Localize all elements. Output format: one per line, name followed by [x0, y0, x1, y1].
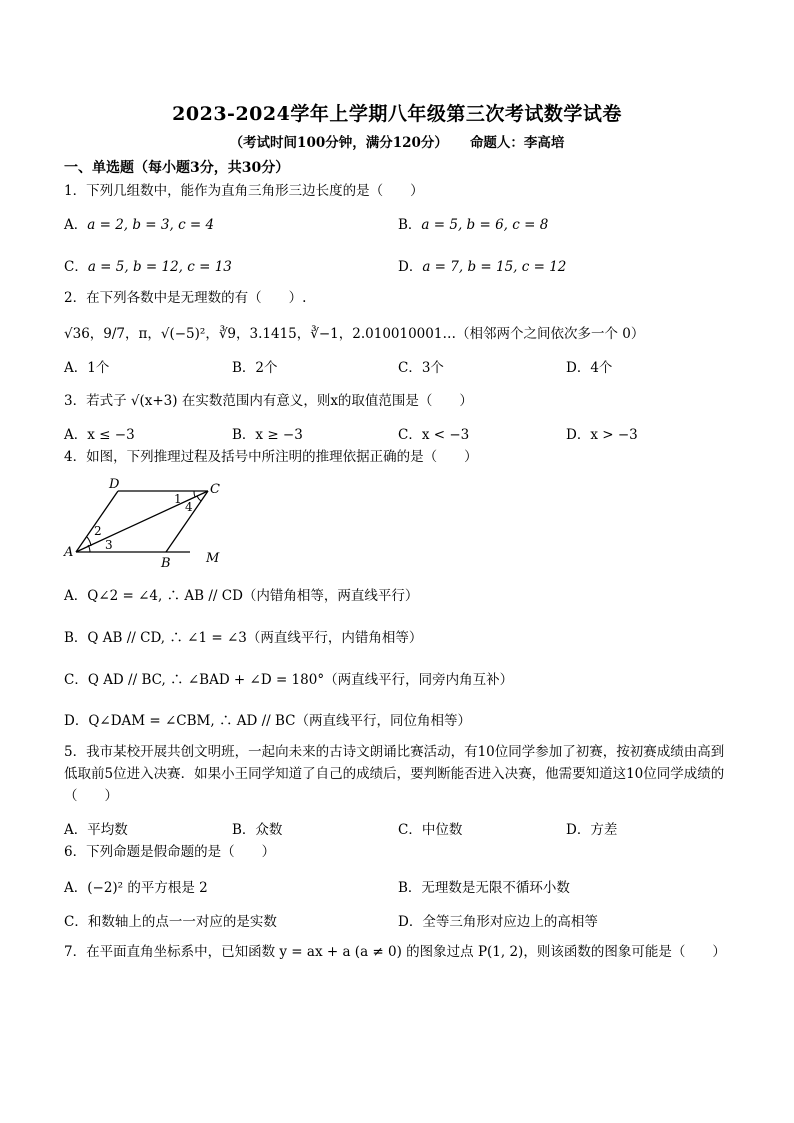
section-heading: 一、单选题（每小题3分，共30分）	[64, 160, 290, 176]
question-2-option-a: A．1个	[64, 360, 110, 376]
exam-subtitle	[0, 131, 794, 151]
question-1-option-a: A．a = 2, b = 3, c = 4	[64, 217, 215, 233]
question-5-option-c: C．中位数	[398, 822, 463, 838]
question-2-option-c: C．3个	[398, 360, 444, 376]
question-6-stem: 6．下列命题是假命题的是（ ）	[64, 844, 276, 860]
question-4-option-a: A．Q∠2 = ∠4, ∴ AB // CD（内错角相等，两直线平行）	[64, 588, 419, 604]
label-b: B	[161, 556, 171, 570]
question-4-option-c: C．Q AD // BC, ∴ ∠BAD + ∠D = 180°（两直线平行，同旁内角互补）	[64, 672, 514, 688]
question-5-stem: 5．我市某校开展共创文明班，一起向未来的古诗文朗诵比赛活动，有10位同学参加了初赛，按初赛成绩由高到低取前5位进入决赛．如果小王同学知道了自己的成绩后，要判断能否进入决赛，他需要知道这10位同学成绩的（ ）	[64, 744, 725, 804]
angle-arc-2	[87, 537, 91, 546]
question-6-option-a: A．(−2)² 的平方根是 2	[64, 880, 208, 896]
label-angle-1: 1	[174, 492, 182, 506]
question-2-numbers: √36，9/7，π，√(−5)²，∛9，3.1415，∛−1，2.010010001…（相邻两个之间依次多一个 0）	[64, 326, 645, 342]
question-3-stem: 3．若式子 √(x+3) 在实数范围内有意义，则x的取值范围是（ ）	[64, 393, 473, 409]
label-c: C	[210, 482, 220, 497]
question-6-option-b: B．无理数是无限不循环小数	[398, 880, 570, 896]
question-4-option-d: D．Q∠DAM = ∠CBM, ∴ AD // BC（两直线平行，同位角相等）	[64, 713, 472, 729]
question-4-stem: 4．如图，下列推理过程及括号中所注明的推理依据正确的是（ ）	[64, 449, 478, 465]
question-5-option-b: B．众数	[232, 822, 283, 838]
question-7-stem: 7．在平面直角坐标系中，已知函数 y = ax + a (a ≠ 0) 的图象过点 P(1, 2)，则该函数的图象可能是（ ）	[64, 944, 726, 960]
question-6-option-d: D．全等三角形对应边上的高相等	[398, 914, 598, 930]
label-angle-3: 3	[105, 538, 113, 552]
label-angle-4: 4	[185, 500, 193, 514]
question-6-option-c: C．和数轴上的点一一对应的是实数	[64, 914, 277, 930]
question-3-option-a: A．x ≤ −3	[64, 427, 135, 443]
exam-title: 2023-2024学年上学期八年级第三次考试数学试卷	[172, 103, 622, 125]
question-5-option-d: D．方差	[566, 822, 618, 838]
label-d: D	[109, 477, 120, 492]
question-2-option-b: B．2个	[232, 360, 278, 376]
question-2-option-d: D．4个	[566, 360, 613, 376]
question-1-option-b: B．a = 5, b = 6, c = 8	[398, 217, 549, 233]
label-m: M	[206, 551, 220, 566]
question-1-option-c: C．a = 5, b = 12, c = 13	[64, 259, 232, 275]
parallelogram-figure	[60, 474, 230, 570]
exam-time-info: （考试时间100分钟，满分120分）	[229, 135, 448, 151]
question-2-stem: 2．在下列各数中是无理数的有（ ）.	[64, 290, 307, 306]
label-angle-2: 2	[94, 524, 102, 538]
question-1-stem: 1．下列几组数中，能作为直角三角形三边长度的是（ ）	[64, 183, 424, 199]
question-3-option-c: C．x < −3	[398, 427, 470, 443]
label-a: A	[64, 545, 74, 560]
question-5-option-a: A．平均数	[64, 822, 128, 838]
exam-author: 命题人：李高培	[469, 135, 565, 151]
question-3-option-b: B．x ≥ −3	[232, 427, 303, 443]
question-4-option-b: B．Q AB // CD, ∴ ∠1 = ∠3（两直线平行，内错角相等）	[64, 630, 423, 646]
question-3-option-d: D．x > −3	[566, 427, 638, 443]
question-1-option-d: D．a = 7, b = 15, c = 12	[398, 259, 567, 275]
angle-arc-1	[194, 491, 195, 497]
angle-arc-4	[197, 496, 201, 501]
